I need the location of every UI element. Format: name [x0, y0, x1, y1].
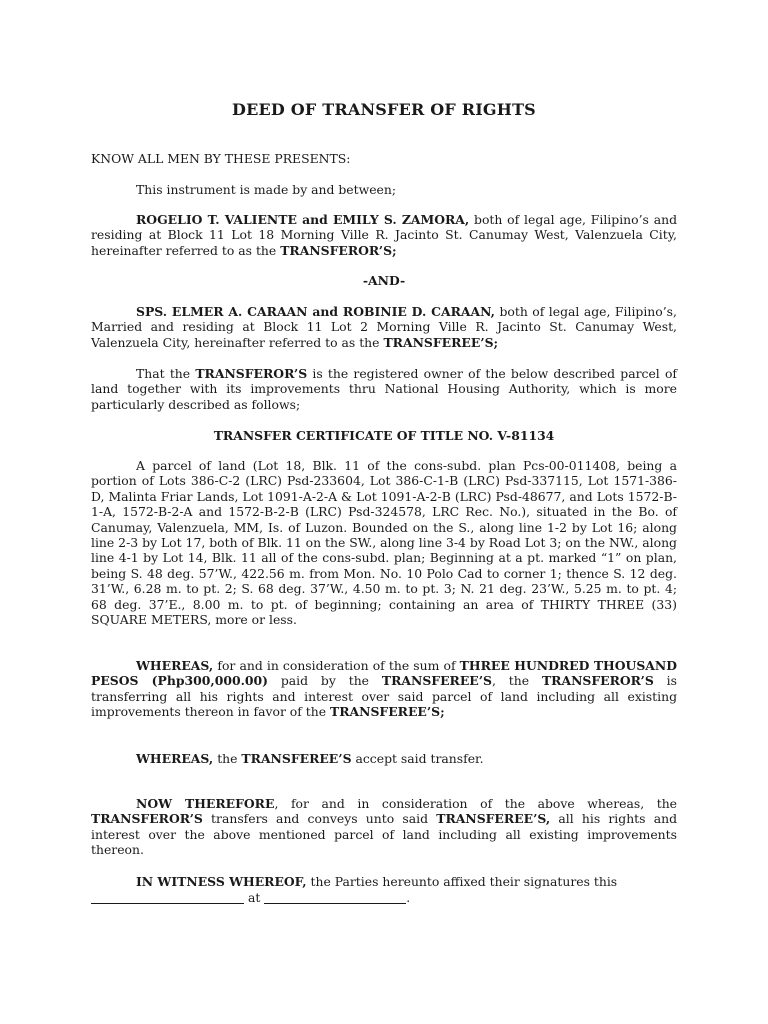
whereas-2-text-1: the [213, 751, 242, 766]
whereas-1-bold-5: TRANSFEREE’S; [330, 704, 445, 720]
whereas-2-bold-1: WHEREAS, [136, 751, 214, 766]
transferee-role: TRANSFEREE’S; [383, 334, 499, 350]
intro-paragraph: This instrument is made by and between; [136, 182, 397, 197]
witness-period: . [406, 890, 411, 905]
now-therefore-bold-1: NOW THEREFORE [136, 796, 275, 811]
witness-text: the Parties hereunto affixed their signatures this [306, 874, 618, 889]
whereas-1-bold-4: TRANSFEROR’S [541, 673, 654, 689]
now-therefore-bold-2: TRANSFEROR’S [91, 811, 203, 827]
transferor-paragraph [91, 212, 677, 258]
and-text: -AND- [362, 273, 406, 288]
whereas-1-amount: THREE HUNDRED THOUSAND PESOS (Php300,000.00) [91, 658, 677, 689]
now-therefore-text-1: , for and in consideration of the above whereas, the [274, 796, 678, 811]
now-therefore-paragraph [91, 796, 677, 858]
ownership-bold-1: TRANSFEROR’S [195, 366, 308, 381]
transferor-role: TRANSFEROR’S; [280, 242, 397, 258]
land-description-paragraph: A parcel of land (Lot 18, Blk. 11 of the cons-subd. plan Pcs-00-011408, being a portion of Lots 386-C-2 (LRC) Psd-233604, Lot 386-C-1-B (LRC) Psd-337115, Lot 1571-386-D, Malinta Friar Lands, Lot 1091-A-2-A & Lot 1091-A-2-B (LRC) Psd-48677, and Lots 1572-B-1-A, 1572-B-2-A and 1572-B-2-B (LRC) Psd-324578, LRC Rec. No.), situated in the Bo. of Canumay, Valenzuela, MM, Is. of Luzon. Bounded on the S., along line 1-2 by Lot 16; along line 2-3 by Lot 17, both of Blk. 11 on the SW., along line 3-4 by Road Lot 3; on the NW., along line 4-1 by Lot 14, Blk. 11 all of the cons-subd. plan; Beginning at a pt. marked “1” on plan, being S. 48 deg. 57’W., 422.56 m. from Mon. No. 10 Polo Cad to corner 1; thence S. 12 deg. 31’W., 6.28 m. to pt. 2; S. 68 deg. 37’W., 4.50 m. to pt. 3; N. 21 deg. 23’W., 5.25 m. to pt. 4; 68 deg. 37’E., 8.00 m. to pt. of beginning; containing an area of THIRTY THREE (33) SQUARE METERS, more or less. [91, 458, 677, 628]
whereas-consideration-paragraph [91, 658, 677, 720]
whereas-1-bold-3: TRANSFEREE’S [381, 673, 492, 689]
whereas-1-text-4: is transferring all his rights and interest over said parcel of land including all existing improvements thereon in favor of the [91, 673, 677, 720]
tct-heading [91, 428, 677, 443]
tct-heading-text: TRANSFER CERTIFICATE OF TITLE NO. V-81134 [213, 428, 555, 443]
witness-blanks-line [91, 890, 677, 905]
ownership-text-1: That the [136, 366, 196, 381]
whereas-1-text-3: , the [491, 673, 542, 689]
transferee-paragraph [91, 304, 677, 350]
transferor-names: ROGELIO T. VALIENTE and EMILY S. ZAMORA, [136, 212, 470, 227]
and-separator [91, 273, 677, 288]
witness-at: at [244, 890, 265, 905]
now-therefore-bold-3: TRANSFEREE’S, [436, 811, 551, 827]
whereas-1-text-2: paid by the [268, 673, 382, 689]
transferor-details: both of legal age, Filipino’s and residing at Block 11 Lot 18 Morning Ville R. Jacinto St. Canumay West, Valenzuela City, hereinafter referred to as the [91, 212, 677, 258]
whereas-2-text-2: accept said transfer. [351, 751, 484, 766]
transferee-details: both of legal age, Filipino’s, Married and residing at Block 11 Lot 2 Morning Ville R. Jacinto St. Canumay West, Valenzuela City, hereinafter referred to as the [91, 304, 677, 350]
date-blank [91, 891, 244, 904]
ownership-text-2: is the registered owner of the below described parcel of land together with its improvements thru National Housing Authority, which is more particularly described as follows; [91, 366, 678, 412]
whereas-1-text-1: for and in consideration of the sum of [213, 658, 460, 673]
whereas-1-bold-1: WHEREAS, [136, 658, 214, 673]
opening-line: KNOW ALL MEN BY THESE PRESENTS: [91, 151, 351, 166]
now-therefore-text-3: all his rights and interest over the above mentioned parcel of land including all existing improvements thereon. [91, 811, 678, 858]
witness-paragraph [91, 874, 677, 889]
place-blank [264, 891, 406, 904]
transferee-names: SPS. ELMER A. CARAAN and ROBINIE D. CARAAN, [136, 304, 495, 319]
ownership-paragraph [91, 366, 677, 412]
document-title: DEED OF TRANSFER OF RIGHTS [232, 100, 536, 119]
now-therefore-text-2: transfers and conveys unto said [202, 811, 437, 827]
whereas-accept-paragraph [91, 751, 677, 766]
witness-bold: IN WITNESS WHEREOF, [136, 874, 307, 889]
whereas-2-bold-2: TRANSFEREE’S [241, 751, 352, 766]
